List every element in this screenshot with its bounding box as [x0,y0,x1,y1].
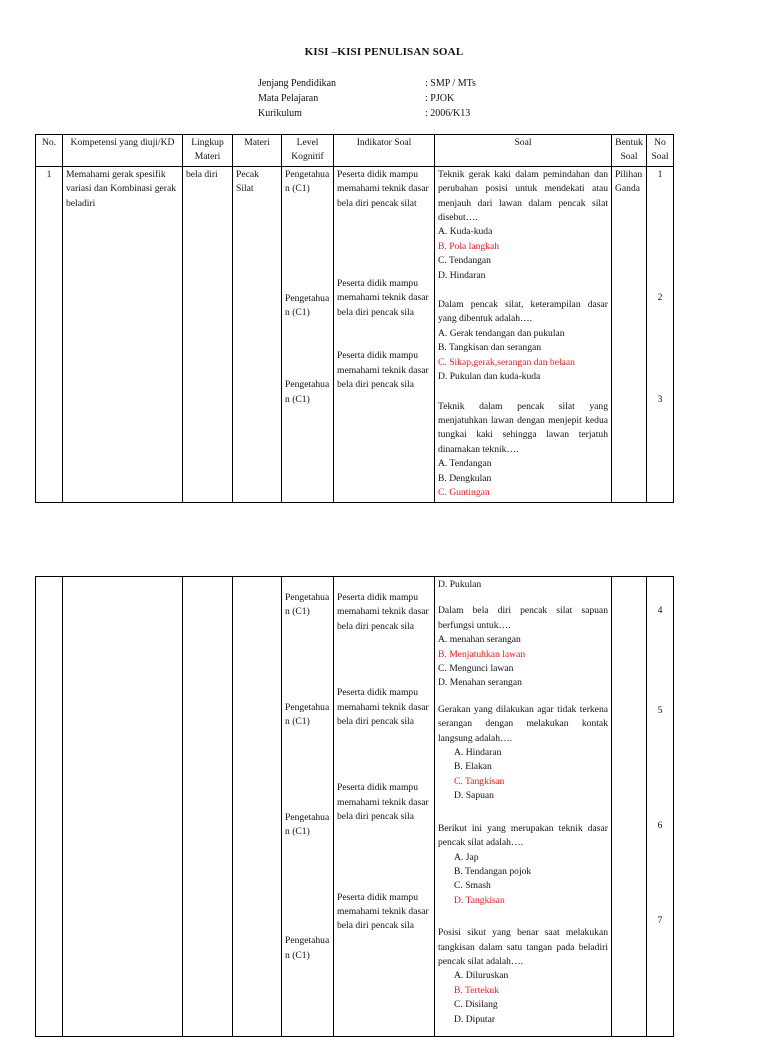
cell-nosoal [647,577,674,1037]
option: D. Diputar [454,1013,496,1025]
option: D. Hindaran [438,269,486,281]
header-materi: Materi [233,135,282,167]
question-3 [438,400,608,501]
table-row [36,166,674,502]
option: C. Disilang [454,999,498,1011]
cell-soal [435,166,612,502]
cell-materi [233,577,282,1037]
nosoal-3: 3 [657,393,663,405]
meta-key: Mata Pelajaran [258,93,319,104]
question-stem: Posisi sikut yang benar saat melakukan tangkisan dalam satu tangan pada beladiri pencak silat adalah…. [438,927,608,967]
indikator-q2: Peserta didik mampu memahami teknik dasar bela diri pencak sila [337,278,429,318]
header-kd: Kompetensi yang diuji/KD [63,135,183,167]
option: A. Diluruskan [454,970,509,982]
nosoal-7: 7 [657,915,663,927]
indikator-q1: Peserta didik mampu memahami teknik dasar bela diri pencak silat [337,168,429,209]
question-stem: Teknik dalam pencak silat yang menjatuhkan lawan dengan menjepit kedua tungkai kaki sehingga lawan terjatuh dinamakan teknik…. [438,400,608,455]
option-correct: D. Tangkisan [454,894,505,906]
cell-level [282,577,334,1037]
meta-value: : PJOK [425,93,455,104]
meta-value: : SMP / MTs [425,78,476,89]
option: C. Tendangan [438,255,491,267]
level-q2: Pengetahua n (C1) [285,292,330,319]
cell-indikator [334,577,435,1037]
header-nosoal: No Soal [647,135,674,167]
indikator-q6: Peserta didik mampu memahami teknik dasar bela diri pencak sila [337,782,429,823]
cell-kd [63,577,183,1037]
cell-soal [435,577,612,1037]
kisi-table-page-2 [35,576,674,1037]
option: A. menahan serangan [438,634,521,646]
option: D. Pukulan dan kuda-kuda [438,371,541,383]
document-title: KISI –KISI PENULISAN SOAL [304,46,464,58]
question-stem: Berikut ini yang merupakan teknik dasar pencak silat adalah…. [438,822,608,849]
level-q5: Pengetahua n (C1) [285,701,330,728]
cell-nosoal [647,166,674,502]
option: B. Tendangan pojok [454,865,532,877]
option: A. Tendangan [438,458,492,470]
meta-key: Jenjang Pendidikan [258,78,337,89]
meta-row [258,91,476,106]
cell-materi: Pecak Silat [233,166,282,502]
question-stem: Dalam bela diri pencak silat sapuan berfungsi untuk…. [438,605,608,631]
question-stem: Dalam pencak silat, keterampilan dasar yang dibentuk adalah…. [438,299,608,325]
option: D. Sapuan [454,790,494,802]
question-7 [438,926,608,1027]
cell-kd: Memahami gerak spesifik variasi dan Kombinasi gerak beladiri [63,166,183,502]
option-correct: B. Menjatuhkan lawan [438,648,526,660]
level-q1: Pengetahua n (C1) [285,168,330,195]
level-q4: Pengetahua n (C1) [285,592,330,618]
cell-lingkup [183,577,233,1037]
option: A. Hindaran [454,747,502,759]
option: D. Menahan serangan [438,677,522,689]
table-row [36,577,674,1037]
table-header-row [36,135,674,167]
header-level: Level Kognitif [282,135,334,167]
option: C. Mengunci lawan [438,663,514,675]
level-q7: Pengetahua n (C1) [285,935,330,961]
nosoal-6: 6 [657,819,663,831]
header-bentuk: Bentuk Soal [612,135,647,167]
indikator-q3: Peserta didik mampu memahami teknik dasar bela diri pencak sila [337,350,429,391]
question-6 [438,822,608,908]
cell-bentuk [612,577,647,1037]
option: B. Dengkulan [438,472,492,484]
level-q3: Pengetahua n (C1) [285,379,330,405]
option-carryover: D. Pukulan [438,579,482,590]
indikator-q7: Peserta didik mampu memahami teknik dasar bela diri pencak sila [337,891,429,932]
meta-row [258,76,476,91]
option-correct: B. Pola langkah [438,240,500,252]
nosoal-4: 4 [657,605,663,616]
document-meta [258,76,476,121]
header-soal: Soal [435,135,612,167]
indikator-q5: Peserta didik mampu memahami teknik dasar bela diri pencak sila [337,687,429,728]
option: C. Smash [454,880,491,892]
question-5 [438,703,608,804]
indikator-q4: Peserta didik mampu memahami teknik dasar bela diri pencak sila [337,592,429,632]
level-q6: Pengetahua n (C1) [285,811,330,838]
kisi-table-page-1 [35,134,674,503]
option-correct: B. Tertekuk [454,984,499,996]
meta-row [258,106,476,121]
cell-no: 1 [36,166,63,502]
cell-no [36,577,63,1037]
question-4 [438,604,608,690]
option-correct: C. Sikap,gerak,serangan dan belaan [438,356,575,368]
option-correct: C. Guntingan [438,486,490,498]
header-no: No. [36,135,63,167]
option: A. Gerak tendangan dan pukulan [438,327,565,339]
option-correct: C. Tangkisan [454,775,505,787]
question-stem: Gerakan yang dilakukan agar tidak terkena serangan dengan melakukan kontak langsung adalah…. [438,703,608,744]
header-lingkup: Lingkup Materi [183,135,233,167]
option: A. Jap [454,851,479,863]
cell-lingkup: bela diri [183,166,233,502]
meta-value: : 2006/K13 [425,108,471,119]
header-indikator: Indikator Soal [334,135,435,167]
cell-indikator [334,166,435,502]
nosoal-2: 2 [657,292,663,304]
question-2 [438,298,608,384]
nosoal-1: 1 [657,168,663,180]
nosoal-5: 5 [657,705,663,717]
meta-key: Kurikulum [258,108,302,119]
question-1 [438,168,608,283]
cell-level [282,166,334,502]
question-stem: Teknik gerak kaki dalam pemindahan dan perubahan posisi untuk mendekati atau menjauh dari lawan dalam pencak silat disebut…. [438,168,608,224]
option: B. Elakan [454,761,492,773]
cell-bentuk: Pilihan Ganda [612,166,647,502]
option: A. Kuda-kuda [438,226,493,238]
option: B. Tangkisan dan serangan [438,342,542,354]
